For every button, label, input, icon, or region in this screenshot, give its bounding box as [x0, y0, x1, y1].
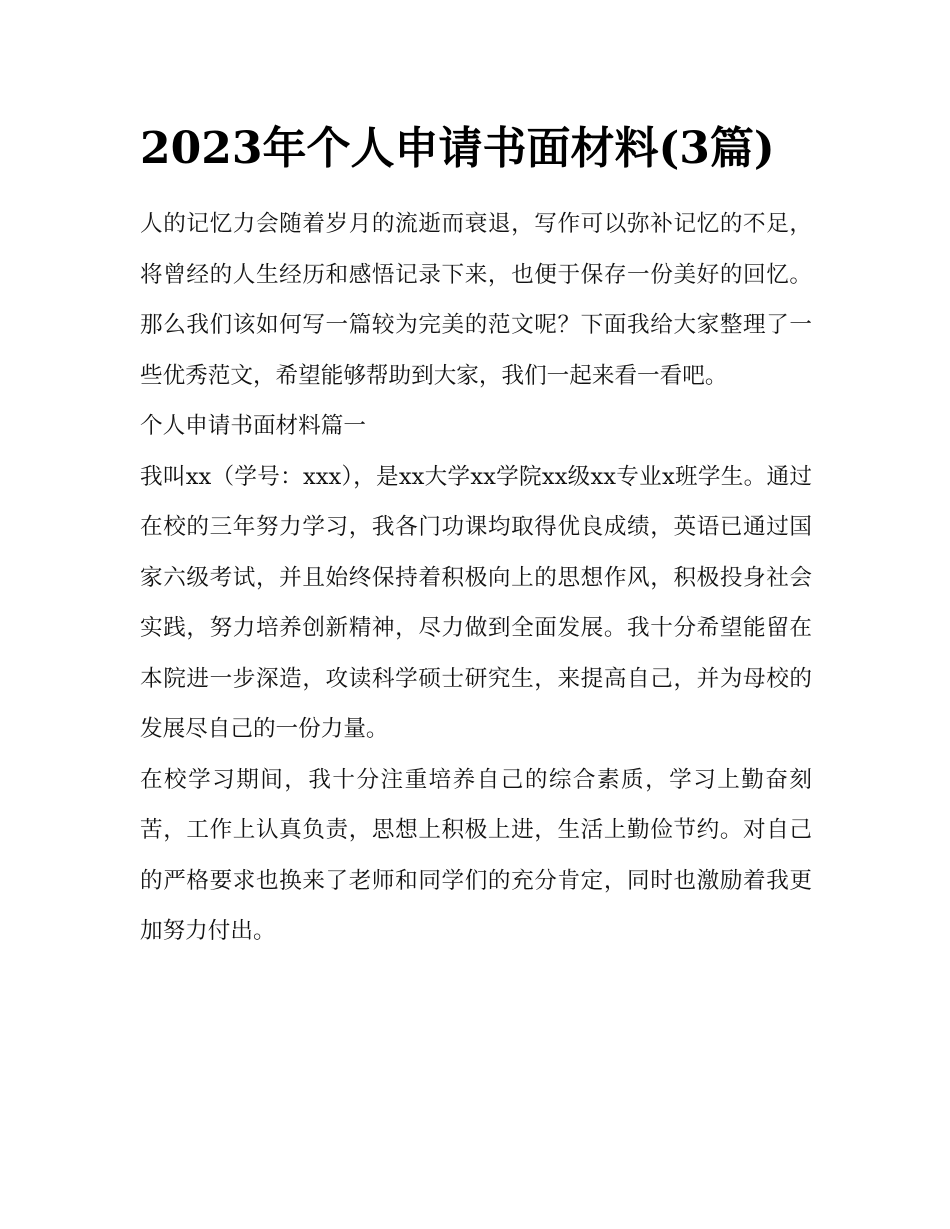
body-paragraph-2: 在校学习期间，我十分注重培养自己的综合素质，学习上勤奋刻苦，工作上认真负责，思想上积极上进，生活上勤俭节约。对自己的严格要求也换来了老师和同学们的充分肯定，同时也激励着我更加努力付出。 — [140, 766, 812, 944]
body-paragraph-1: 我叫xx（学号：xxx），是xx大学xx学院xx级xx专业x班学生。通过在校的三年努力学习，我各门功课均取得优良成绩，英语已通过国家六级考试，并且始终保持着积极向上的思想作风，积极投身社会实践，努力培养创新精神，尽力做到全面发展。我十分希望能留在本院进一步深造，攻读科学硕士研究生，来提高自己，并为母校的发展尽自己的一份力量。 — [140, 463, 812, 742]
document-title: 2023年个人申请书面材料(3篇) — [140, 123, 775, 174]
document-body — [140, 112, 812, 957]
section-heading: 个人申请书面材料篇一 — [140, 413, 366, 439]
intro-paragraph: 人的记忆力会随着岁月的流逝而衰退，写作可以弥补记忆的不足，将曾经的人生经历和感悟记录下来，也便于保存一份美好的回忆。那么我们该如何写一篇较为完美的范文呢？下面我给大家整理了一些优秀范文，希望能够帮助到大家，我们一起来看一看吧。 — [140, 211, 812, 389]
